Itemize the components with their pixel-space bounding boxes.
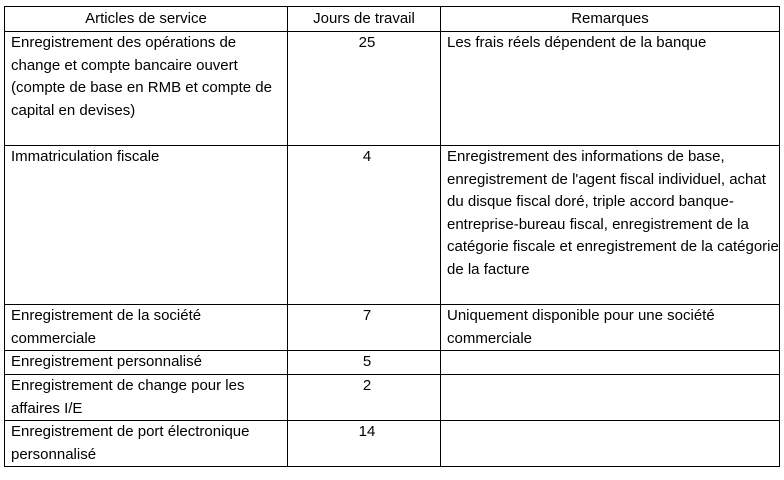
service-table (4, 6, 780, 467)
remarks-cell (441, 375, 780, 421)
table-row (5, 375, 780, 421)
article-cell: Enregistrement des opérations de change et compte bancaire ouvert (compte de base en RMB et compte de capital en devises) (5, 32, 288, 146)
column-header-remarks: Remarques (441, 7, 780, 32)
remarks-cell (441, 421, 780, 467)
article-cell: Enregistrement de la société commerciale (5, 305, 288, 351)
days-cell: 14 (288, 421, 441, 467)
days-cell: 5 (288, 351, 441, 375)
remarks-cell: Les frais réels dépendent de la banque (441, 32, 780, 146)
days-cell: 2 (288, 375, 441, 421)
article-cell: Enregistrement de change pour les affaires I/E (5, 375, 288, 421)
days-cell: 25 (288, 32, 441, 146)
days-cell: 4 (288, 146, 441, 305)
article-cell: Enregistrement de port électronique personnalisé (5, 421, 288, 467)
table-row (5, 351, 780, 375)
table-row (5, 421, 780, 467)
table-row (5, 32, 780, 146)
table-row (5, 146, 780, 305)
article-cell: Immatriculation fiscale (5, 146, 288, 305)
column-header-days: Jours de travail (288, 7, 441, 32)
header-row (5, 7, 780, 32)
column-header-articles: Articles de service (5, 7, 288, 32)
remarks-cell (441, 351, 780, 375)
remarks-cell: Uniquement disponible pour une société commerciale (441, 305, 780, 351)
table-row (5, 305, 780, 351)
article-cell: Enregistrement personnalisé (5, 351, 288, 375)
days-cell: 7 (288, 305, 441, 351)
remarks-cell: Enregistrement des informations de base, enregistrement de l'agent fiscal individuel, achat du disque fiscal doré, triple accord banque-entreprise-bureau fiscal, enregistrement de la catégorie fiscale et enregistrement de la catégorie de la facture (441, 146, 780, 305)
